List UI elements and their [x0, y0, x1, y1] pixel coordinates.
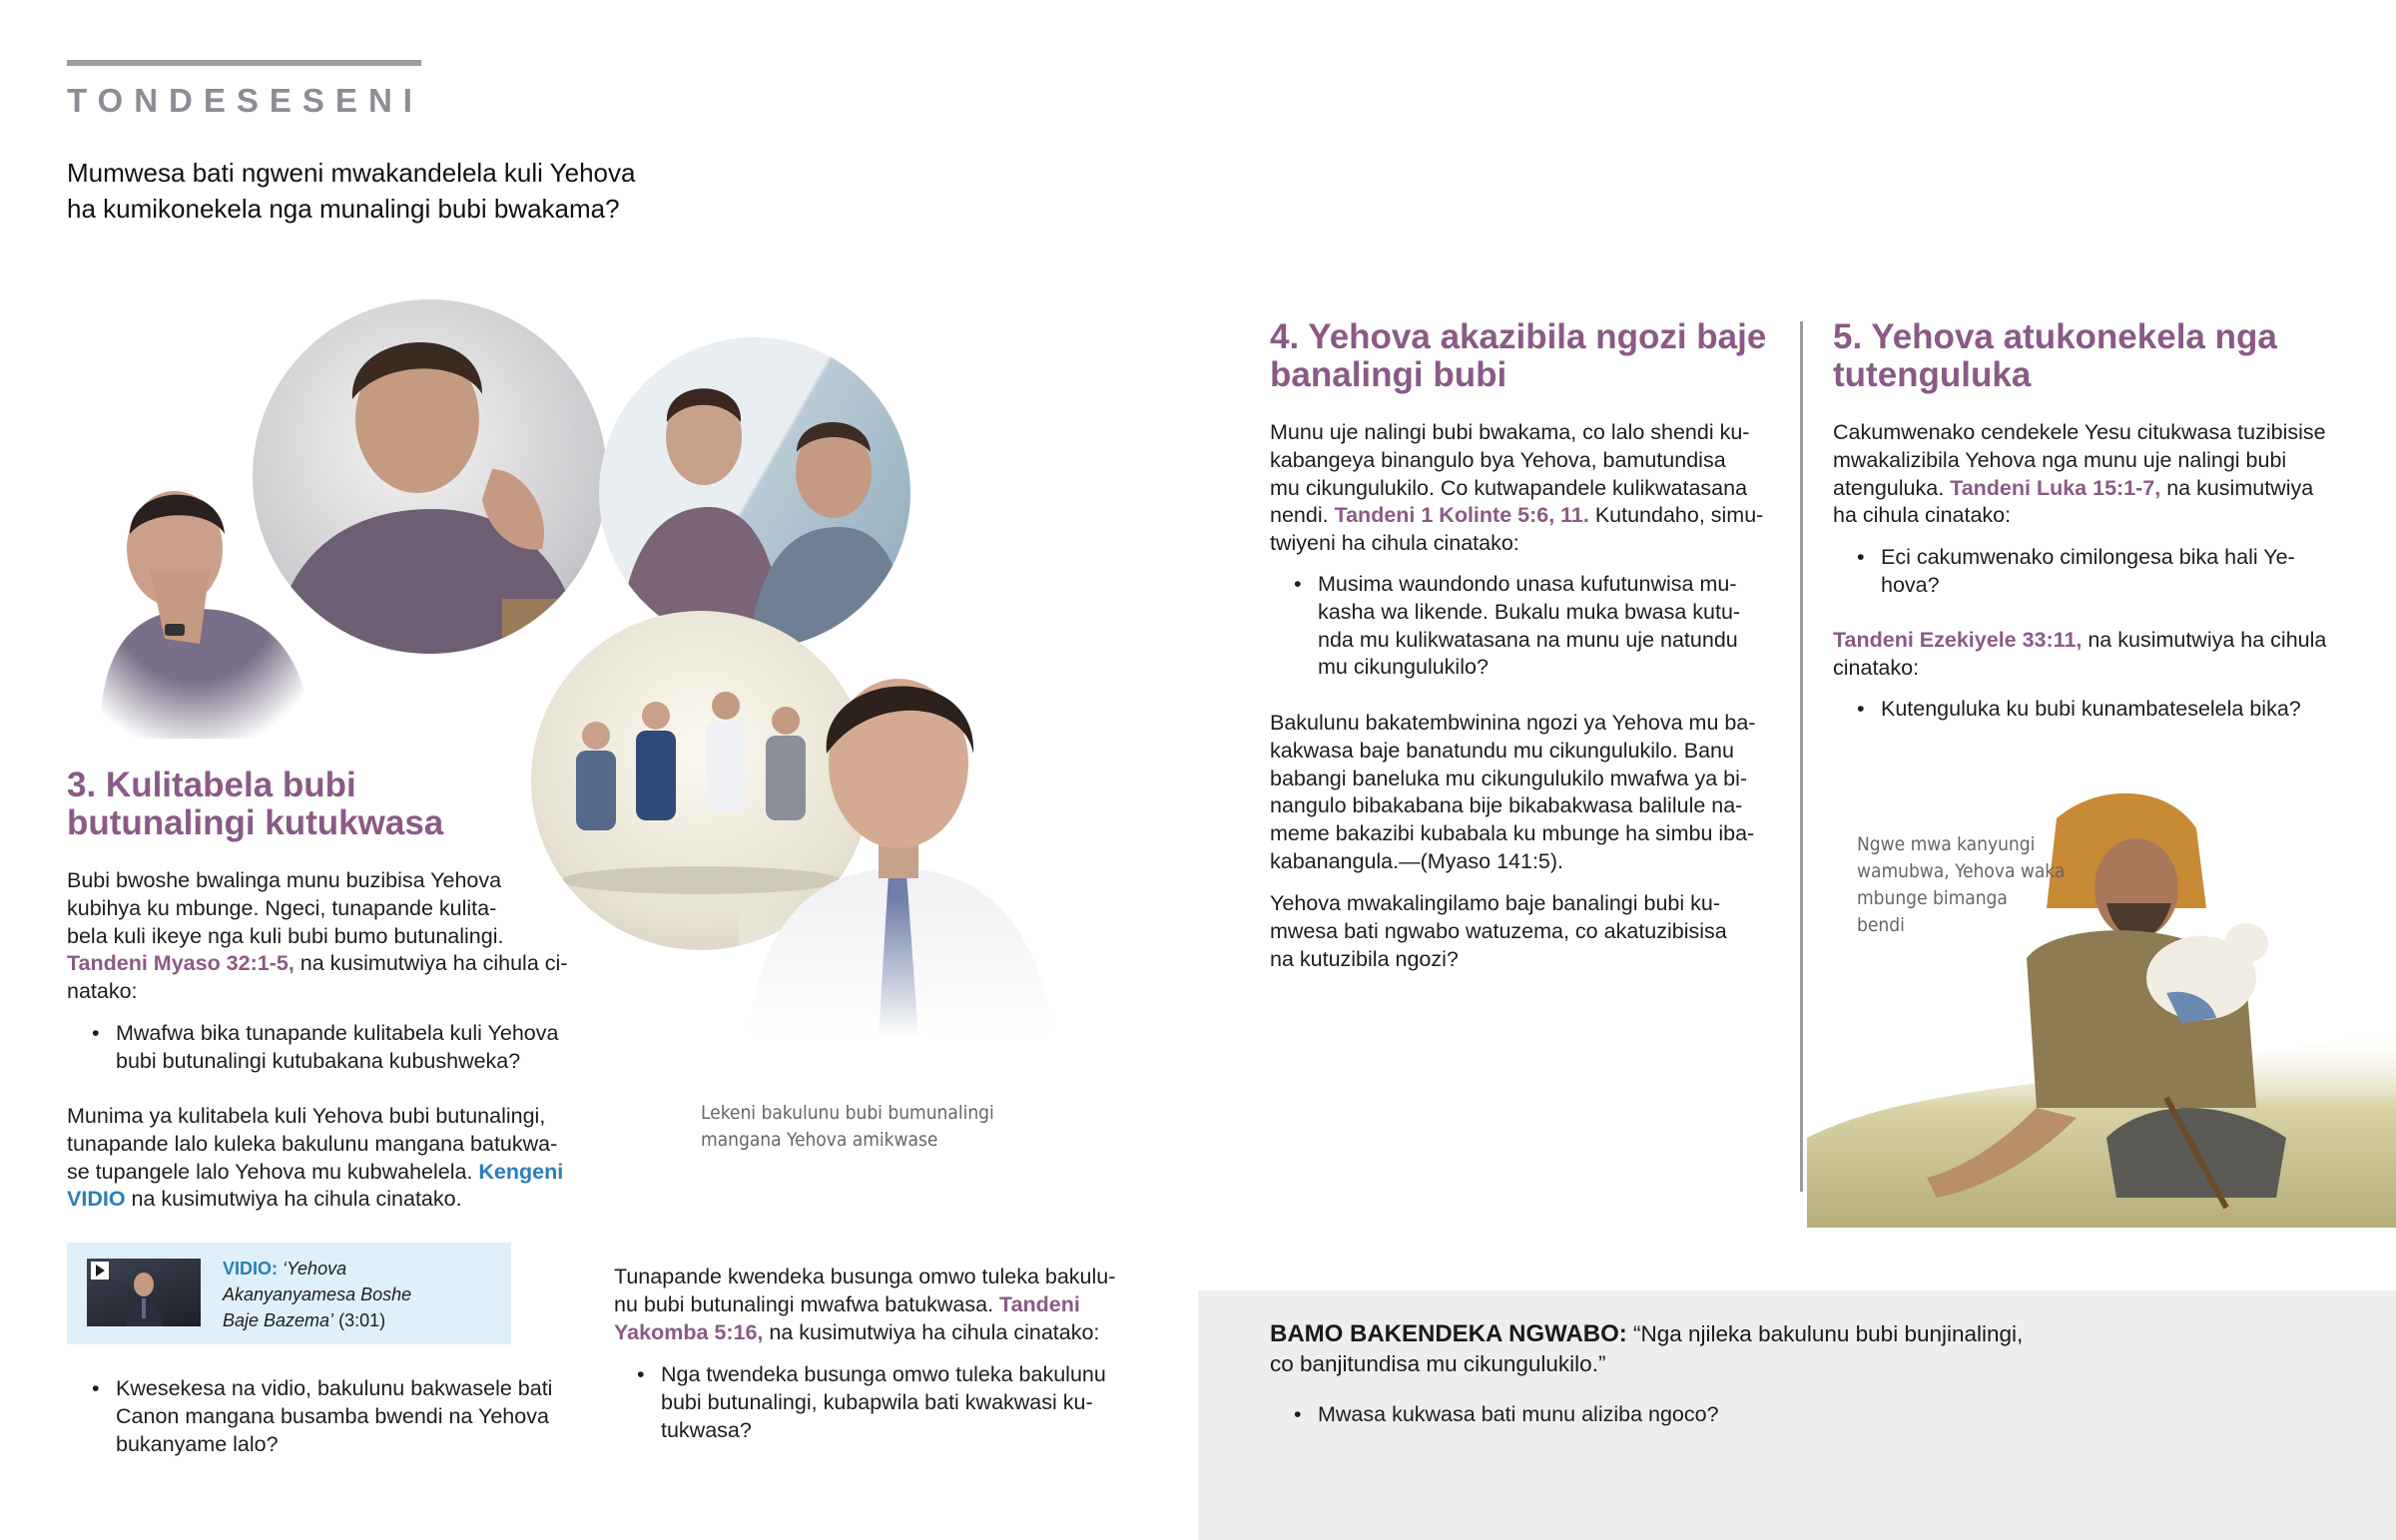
section-5-question-1: [1857, 544, 2356, 600]
video-thumbnail[interactable]: [87, 1259, 201, 1326]
section-3-title: 3. Kulitabela bubi butunalingi kutukwasa: [67, 766, 444, 842]
list-item: • Eci cakumwenako cimilongesa bika hali Ye- hova?: [1857, 544, 2356, 600]
section-4-paragraph-1: Munu uje nalingi bubi bwakama, co lalo shendi ku- kabangeya binangulo bya Yehova, bamutundisa mu cikungulukilo. Co kutwapandele kulikwatasana nendi. Tandeni 1 Kolinte 5:6, 11. Kutundaho, simu- twiyeni ha cihula cinatako:: [1270, 420, 1764, 556]
shepherd-caption: Ngwe mwa kanyungi wamubwa, Yehova waka mbunge bimanga bendi: [1857, 833, 2066, 936]
section-5-paragraph-1: Cakumwenako cendekele Yesu citukwasa tuzibisise mwakalizibila Yehova nga munu uje nalingi bubi atenguluka. Tandeni Luka 15:1-7, na kusimutwiya ha cihula cinatako:: [1833, 420, 2326, 528]
list-item: • Kwesekesa na vidio, bakulunu bakwasele bati Canon mangana busamba bwendi na Yehova bukanyame lalo?: [92, 1375, 611, 1458]
others-ask-label: BAMO BAKENDEKA NGWABO:: [1270, 1320, 1627, 1347]
section-4-question: [1294, 571, 1793, 682]
section-5-paragraph-2: Tandeni Ezekiyele 33:11, na kusimutwiya ha cihula cinatako:: [1833, 628, 2327, 680]
section-5-question-2: [1857, 696, 2376, 724]
speaker-figure: [87, 1259, 201, 1326]
scripture-ref-luke-15[interactable]: Tandeni Luka 15:1-7,: [1950, 475, 2161, 500]
middle-question: [637, 1361, 1176, 1444]
section-4-title: 4. Yehova akazibila ngozi baje banalingi bubi: [1270, 317, 1767, 394]
video-link-kengeni[interactable]: Kengeni: [478, 1159, 564, 1184]
list-item: • Nga twendeka busunga omwo tuleka bakulunu bubi butunalingi, kubapwila bati kwakwasi ku- tukwasa?: [637, 1361, 1176, 1444]
section-4-paragraph-2: Bakulunu bakatembwinina ngozi ya Yehova mu ba- kakwasa baje banatundu mu cikungulukilo. Banu babangi baneluka mu cikungulukilo mwafwa ya bi- nangulo bibakabana bije bikabakwasa balilule na- meme bakazibi kubabala ku mbunge ha simbu iba- kabanangula.—(Myaso 141:5).: [1270, 711, 1756, 873]
praying-man-circle: [253, 299, 607, 654]
smiling-young-man-figure: [739, 639, 1058, 1038]
scripture-ref-1-corinthians-5[interactable]: Tandeni 1 Kolinte 5:6, 11.: [1334, 503, 1589, 528]
video-box[interactable]: [67, 1243, 511, 1344]
section-label: TONDESESENI: [67, 82, 423, 119]
middle-paragraph: Tunapande kwendeka busunga omwo tuleka bakulu- nu bubi butunalingi mwafwa batukwasa. Tandeni Yakomba 5:16, na kusimutwiya ha cihula cinatako:: [614, 1265, 1116, 1344]
section-5-title: 5. Yehova atukonekela nga tutenguluka: [1833, 317, 2277, 394]
scripture-ref-psalm-32[interactable]: Tandeni Myaso 32:1-5,: [67, 951, 295, 976]
list-item: • Mwafwa bika tunapande kulitabela kuli Yehova bubi butunalingi kutubakana kubushweka?: [92, 1020, 621, 1076]
section-3-paragraph-1: Bubi bwoshe bwalinga munu buzibisa Yehova kubihya ku mbunge. Ngeci, tunapande kulita- bela kuli ikeye nga kuli bubi bumo butunalingi. Tandeni Myaso 32:1-5, na kusimutwiya ha cihula ci- natako:: [67, 868, 568, 1004]
phone-call-circle: [599, 337, 910, 649]
list-item: • Musima waundondo unasa kufutunwisa mu- kasha wa likende. Bukalu muka bwasa kutu- nda mu kulikwatasana na munu uje natundu mu cikungulukilo?: [1294, 571, 1793, 682]
section-3-question-2: [92, 1375, 611, 1458]
list-item: • Kutenguluka ku bubi kunambateselela bika?: [1857, 696, 2376, 724]
header-rule: [67, 60, 421, 66]
section-3-paragraph-2: Munima ya kulitabela kuli Yehova bubi butunalingi, tunapande lalo kuleka bakulunu mangana batukwa- se tupangele lalo Yehova mu kubwahelela. Kengeni VIDIO na kusimutwiya ha cihula cinatako.: [67, 1104, 564, 1212]
others-ask-question: [1294, 1401, 2093, 1429]
scripture-ref-ezekiel-33[interactable]: Tandeni Ezekiyele 33:11,: [1833, 628, 2083, 652]
video-title[interactable]: VIDIO: ‘Yehova Akanyanyamesa Boshe Baje Bazema’ (3:01): [223, 1259, 412, 1330]
section-3-question-1: [92, 1020, 621, 1076]
intro-question: Mumwesa bati ngweni mwakandelela kuli Yehova ha kumikonekela nga munalingi bubi bwakama?: [67, 158, 636, 224]
video-link-vidio[interactable]: VIDIO: [67, 1187, 126, 1212]
section-3: [67, 767, 606, 842]
list-item: • Mwasa kukwasa bati munu aliziba ngoco?: [1294, 1401, 2093, 1429]
scripture-ref-james-5[interactable]: Tandeni: [999, 1291, 1080, 1316]
scripture-ref-james-5-cont[interactable]: Yakomba 5:16,: [614, 1319, 764, 1344]
column-divider: [1800, 321, 1803, 1192]
section-4-paragraph-3: Yehova mwakalingilamo baje banalingi bubi ku- mwesa bati ngwabo watuzema, co akatuzibisisa na kutuzibila ngozi?: [1270, 891, 1727, 971]
illustration-caption: Lekeni bakulunu bubi bumunalingi mangana Yehova amikwase: [701, 1102, 994, 1151]
others-ask-quote: BAMO BAKENDEKA NGWABO: “Nga njileka bakulunu bubi bunjinalingi, co banjitundisa mu cikungulukilo.”: [1270, 1320, 2024, 1376]
